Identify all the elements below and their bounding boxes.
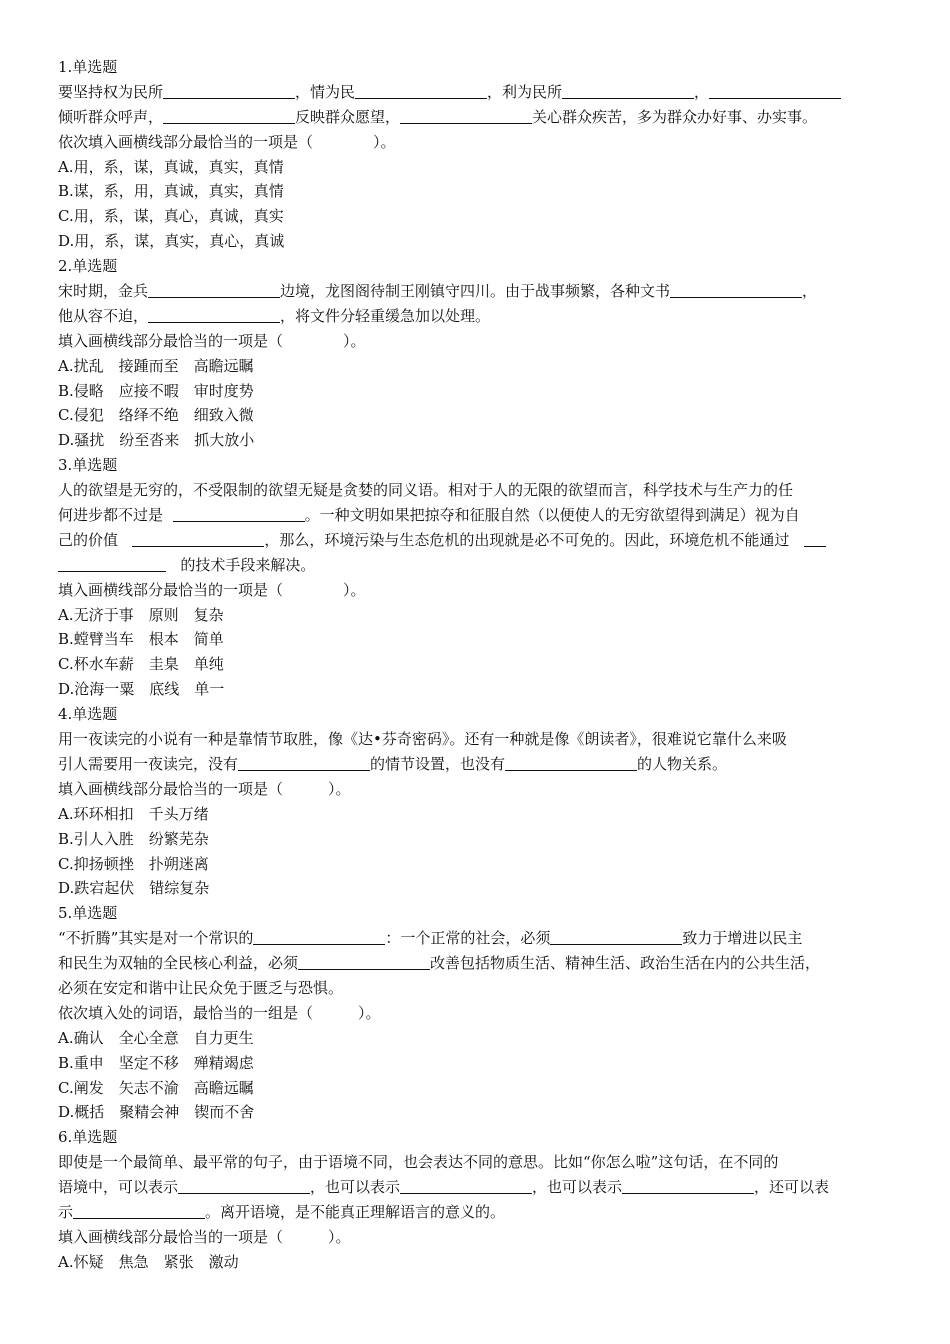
blank — [709, 80, 841, 99]
q5-prompt: 依次填入处的词语，最恰当的一组是（ ）。 — [58, 1003, 381, 1022]
q3-prompt: 填入画横线部分最恰当的一项是（ ）。 — [58, 580, 366, 599]
q1-stem-line1: 要坚持权为民所 ，情为民 ，利为民所 ， — [58, 80, 898, 105]
q5-header: 5.单选题 — [58, 904, 118, 923]
blank — [355, 80, 487, 99]
q4-stem-line2: 引人需要用一夜读完，没有 的情节设置，也没有 的人物关系。 — [58, 752, 898, 777]
q3-stem-line2: 何进步都不过是 。一种文明如果把掠夺和征服自然（以便使人的无穷欲望得到满足）视为自 — [58, 503, 898, 528]
blank — [253, 926, 385, 945]
blank — [163, 105, 295, 124]
blank — [562, 80, 694, 99]
q1-prompt: 依次填入画横线部分最恰当的一项是（ ）。 — [58, 132, 396, 151]
blank — [400, 105, 532, 124]
q6-header: 6.单选题 — [58, 1128, 118, 1147]
q1-option-c: C.用，系，谋，真心，真诚，真实 — [58, 207, 284, 226]
q6-option-a: A.怀疑 焦急 紧张 激动 — [58, 1252, 239, 1271]
q1-option-a: A.用，系，谋，真诚，真实，真情 — [58, 157, 284, 176]
q1-header: 1.单选题 — [58, 58, 118, 76]
q6-stem-line2: 语境中，可以表示 ，也可以表示 ，也可以表示 ，还可以表 — [58, 1175, 898, 1200]
q1-option-d: D.用，系，谋，真实，真心，真诚 — [58, 232, 285, 251]
q2-option-a: A.扰乱 接踵而至 高瞻远瞩 — [58, 356, 254, 375]
blank — [670, 279, 802, 298]
q5-option-b: B.重申 坚定不移 殚精竭虑 — [58, 1053, 254, 1072]
q2-option-d: D.骚扰 纷至沓来 抓大放小 — [58, 431, 255, 450]
blank — [505, 752, 637, 771]
q3-stem-line3: 己的价值 ，那么，环境污染与生态危机的出现就是必不可免的。因此，环境危机不能通过 — [58, 528, 898, 553]
q2-stem-line1: 宋时期，金兵 边境，龙图阁待制王刚镇守四川。由于战事频繁，各种文书 ， — [58, 279, 898, 304]
blank — [132, 528, 264, 547]
q6-prompt: 填入画横线部分最恰当的一项是（ ）。 — [58, 1227, 351, 1246]
q1-option-b: B.谋，系，用，真诚，真实，真情 — [58, 182, 284, 201]
q2-option-c: C.侵犯 络绎不绝 细致入微 — [58, 406, 254, 425]
q3-option-a: A.无济于事 原则 复杂 — [58, 605, 224, 624]
q2-option-b: B.侵略 应接不暇 审时度势 — [58, 381, 254, 400]
q4-option-c: C.抑扬顿挫 扑朔迷离 — [58, 854, 209, 873]
q5-stem-line2: 和民生为双轴的全民核心利益，必须 改善包括物质生活、精神生活、政治生活在内的公共生活， — [58, 951, 898, 976]
blank — [58, 553, 166, 572]
q3-stem-line1: 人的欲望是无穷的，不受限制的欲望无疑是贪婪的同义语。相对于人的无限的欲望而言，科学技术与生产力的任 — [58, 481, 794, 500]
blank — [622, 1175, 754, 1194]
q4-stem-line1: 用一夜读完的小说有一种是靠情节取胜，像《达•芬奇密码》。还有一种就是像《朗读者》，很难说它靠什么来吸 — [58, 730, 787, 749]
blank — [178, 1175, 310, 1194]
q5-stem-line3: 必须在安定和谐中让民众免于匮乏与恐惧。 — [58, 978, 344, 997]
q4-option-a: A.环环相扣 千头万绪 — [58, 804, 209, 823]
q4-option-b: B.引人入胜 纷繁芜杂 — [58, 829, 209, 848]
q5-option-d: D.概括 聚精会神 锲而不舍 — [58, 1103, 255, 1122]
blank — [163, 80, 295, 99]
q5-stem-line1: “不折腾”其实是对一个常识的 ：一个正常的社会，必须 致力于增进以民主 — [58, 926, 898, 951]
blank — [238, 752, 370, 771]
blank — [148, 304, 280, 323]
q3-option-d: D.沧海一粟 底线 单一 — [58, 680, 225, 699]
q5-option-c: C.阐发 矢志不渝 高瞻远瞩 — [58, 1078, 254, 1097]
q6-stem-line3: 示 。离开语境，是不能真正理解语言的意义的。 — [58, 1200, 898, 1225]
blank — [550, 926, 682, 945]
q2-stem-line2: 他从容不迫， ，将文件分轻重缓急加以处理。 — [58, 304, 898, 329]
blank — [73, 1200, 205, 1219]
blank — [298, 951, 430, 970]
blank — [148, 279, 280, 298]
q5-option-a: A.确认 全心全意 自力更生 — [58, 1028, 254, 1047]
blank — [804, 528, 826, 547]
q4-prompt: 填入画横线部分最恰当的一项是（ ）。 — [58, 779, 351, 798]
q4-header: 4.单选题 — [58, 705, 118, 724]
q3-header: 3.单选题 — [58, 456, 118, 475]
blank — [173, 503, 305, 522]
q2-header: 2.单选题 — [58, 257, 118, 276]
q1-stem-line2: 倾听群众呼声， 反映群众愿望， 关心群众疾苦，多为群众办好事、办实事。 — [58, 105, 898, 130]
q3-option-b: B.螳臂当车 根本 简单 — [58, 630, 224, 649]
q3-stem-line4: 的技术手段来解决。 — [58, 553, 898, 578]
document-body — [58, 55, 898, 1275]
blank — [400, 1175, 532, 1194]
q3-option-c: C.杯水车薪 圭臬 单纯 — [58, 655, 224, 674]
q4-option-d: D.跌宕起伏 错综复杂 — [58, 879, 210, 898]
q6-stem-line1: 即使是一个最简单、最平常的句子，由于语境不同，也会表达不同的意思。比如“你怎么啦”这句话，在不同的 — [58, 1153, 779, 1172]
q2-prompt: 填入画横线部分最恰当的一项是（ ）。 — [58, 331, 366, 350]
